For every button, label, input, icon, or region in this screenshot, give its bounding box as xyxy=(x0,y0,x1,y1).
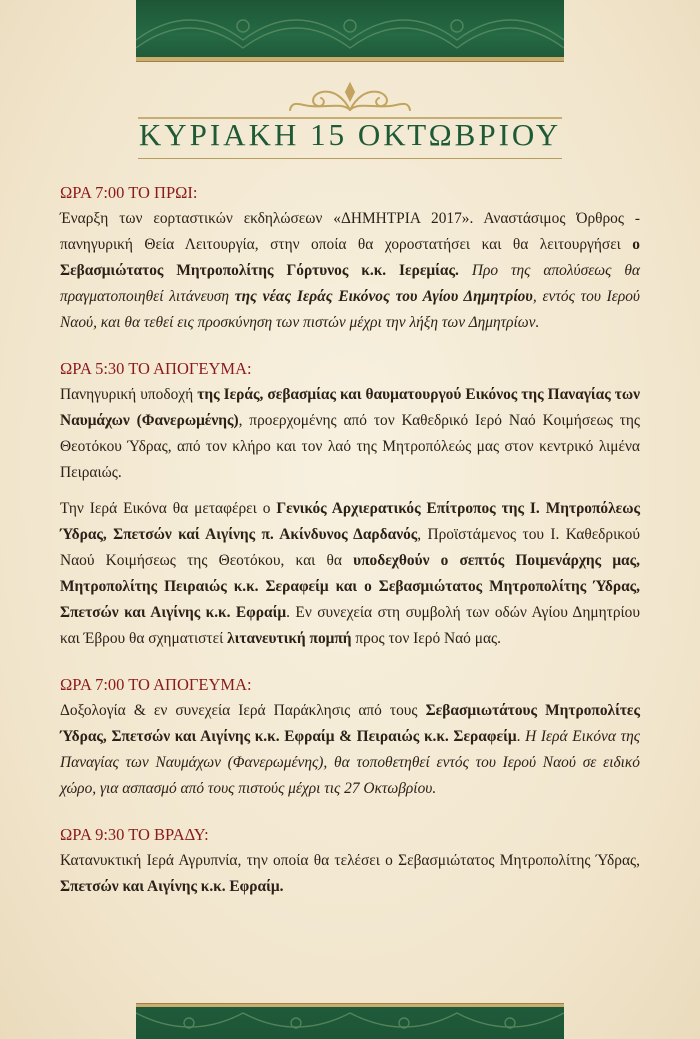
page-title: ΚΥΡΙΑΚΗ 15 ΟΚΤΩΒΡΙΟΥ xyxy=(138,117,562,152)
text-span-italic: Προ της απολύσεως θα πραγματοποιηθεί λιτάνευση xyxy=(60,262,640,305)
section-paragraph xyxy=(60,496,640,652)
section-paragraph xyxy=(60,848,640,900)
text-span-bold: της Ιεράς, σεβασμίας και θαυματουργού Εικόνος της Παναγίας των Ναυμάχων (Φανερωμένης) xyxy=(60,386,641,429)
text-span: προς τον Ιερό Ναό μας. xyxy=(351,630,501,647)
band-pattern-bottom xyxy=(136,1007,564,1039)
section-heading: ΩΡΑ 7:00 ΤΟ ΠΡΩΙ: xyxy=(60,183,198,202)
text-span: Πανηγυρική υποδοχή xyxy=(60,386,198,403)
text-span-italic: Η Ιερά Εικόνα της Παναγίας των Ναυμάχων (Φανερωμένης), θα τοποθετηθεί εντός του Ιερού Ναού σε ειδικό χώρο, για ασπασμό από τους πιστούς μέχρι τις 27 Οκτωβρίου. xyxy=(60,728,641,797)
text-span: Την Ιερά Εικόνα θα μεταφέρει ο xyxy=(60,500,277,517)
text-span-bold: Σεβασμιωτάτους Μητροπολίτες Ύδρας, Σπετσών και Αιγίνης κ.κ. Εφραίμ & Πειραιώς κ.κ. Σεραφείμ xyxy=(60,702,641,745)
top-decorative-band xyxy=(136,0,564,58)
band-pattern-top xyxy=(136,0,564,58)
schedule-content xyxy=(60,180,640,920)
section-heading: ΩΡΑ 9:30 ΤΟ ΒΡΑΔΥ: xyxy=(60,825,209,844)
text-span-bold: Σπετσών και Αιγίνης κ.κ. Εφραίμ. xyxy=(60,878,284,895)
text-span-italic: , εντός του Ιερού Ναού, και θα τεθεί εις προσκύνηση των πιστών μέχρι την λήξη των Δημητρίων. xyxy=(60,288,640,331)
section-paragraph xyxy=(60,698,640,802)
text-span: Κατανυκτική Ιερά Αγρυπνία, την οποία θα τελέσει ο Σεβασμιώτατος Μητροπολίτης Ύδρας, xyxy=(60,852,640,869)
text-span-bold-italic: της νέας Ιεράς Εικόνος του Αγίου Δημητρίου xyxy=(234,288,533,305)
text-span-bold: λιτανευτική πομπή xyxy=(227,630,352,647)
text-span: Δοξολογία & εν συνεχεία Ιερά Παράκλησις από τους xyxy=(60,702,426,719)
text-span-bold: Γενικός Αρχιερατικός Επίτροπος της Ι. Μητροπόλεως Ύδρας, Σπετσών καί Αιγίνης π. Ακίνδυνος Δαρδανός xyxy=(60,500,641,543)
text-span: . xyxy=(516,728,526,745)
schedule-section-evening xyxy=(60,672,640,802)
text-span-bold: υποδεχθούν ο σεπτός Ποιμενάρχης μας, Μητροπολίτης Πειραιώς κ.κ. Σεραφείμ και ο Σεβασμιώτατος Μητροπολίτης Ύδρας, Σπετσών και Αιγίνης κ.κ. Εφραίμ xyxy=(60,552,640,621)
top-band-gold-edge xyxy=(136,57,564,62)
text-span: , Προϊστάμενος του Ι. Καθεδρικού Ναού Κοιμήσεως της Θεοτόκου, και θα xyxy=(60,526,640,569)
section-heading: ΩΡΑ 5:30 ΤΟ ΑΠΟΓΕΥΜΑ: xyxy=(60,359,252,378)
section-paragraph xyxy=(60,382,640,486)
text-span: . Εν συνεχεία στη συμβολή των οδών Αγίου Δημητρίου και Έβρου θα σχηματιστεί xyxy=(60,604,641,647)
section-heading: ΩΡΑ 7:00 ΤΟ ΑΠΟΓΕΥΜΑ: xyxy=(60,675,252,694)
section-paragraph xyxy=(60,206,640,336)
bottom-decorative-band xyxy=(136,1007,564,1039)
text-span-bold: ο Σεβασμιώτατος Μητροπολίτης Γόρτυνος κ.κ. Ιερεμίας. xyxy=(60,236,640,279)
schedule-section-afternoon xyxy=(60,356,640,652)
title-underline xyxy=(138,158,562,159)
schedule-section-night xyxy=(60,822,640,900)
schedule-section-morning xyxy=(60,180,640,336)
ornament-flourish-icon xyxy=(286,80,414,114)
text-span: , προερχομένης από τον Καθεδρικό Ιερό Ναό Κοιμήσεως της Θεοτόκου Ύδρας, από τον κλήρο και τον λαό της Μητροπόλεώς μας στον κεντρικό λιμένα Πειραιώς. xyxy=(60,412,640,481)
text-span: Έναρξη των εορταστικών εκδηλώσεων «ΔΗΜΗΤΡΙΑ 2017». Αναστάσιμος Όρθρος - πανηγυρική Θεία Λειτουργία, στην οποία θα χοροστατήσει και θα λειτουργήσει xyxy=(60,210,640,253)
